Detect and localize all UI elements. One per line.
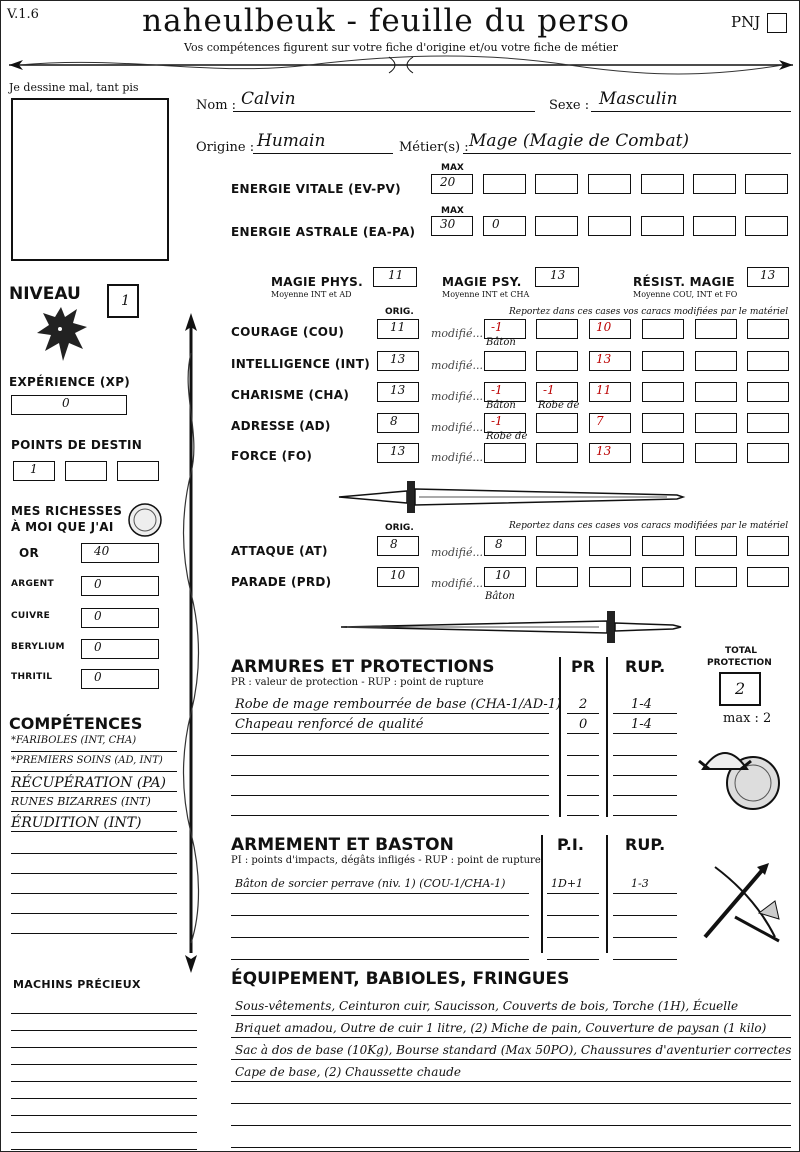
arme-pi-line-2[interactable]: [547, 925, 599, 938]
combat-orig-0[interactable]: [377, 536, 419, 556]
carac-mod-3-5[interactable]: [747, 413, 789, 433]
combat-mod-0-2[interactable]: [589, 536, 631, 556]
sword-illustration-2: [337, 607, 687, 647]
ea_values-box-6[interactable]: [745, 216, 788, 236]
arme-pi-0: 1D+1: [551, 877, 584, 890]
ea_values-box-2[interactable]: [535, 216, 578, 236]
combat-orig-1[interactable]: [377, 567, 419, 587]
sexe-value: Masculin: [599, 89, 678, 109]
carac-mod-0-3[interactable]: [642, 319, 684, 339]
ev_values-box-4[interactable]: [641, 174, 684, 194]
carac-mod-2-2[interactable]: [589, 382, 631, 402]
magie-phys-sub: Moyenne INT et AD: [271, 290, 352, 299]
carac-mod-2-0-value: -1: [491, 383, 503, 397]
sword-illustration: [337, 477, 687, 517]
armures-col-pr: PR: [571, 657, 596, 676]
ev_values-box-3[interactable]: [588, 174, 631, 194]
arme-name-0: Bâton de sorcier perrave (niv. 1) (COU-1/CHA-1): [235, 877, 506, 890]
carac-mod-3-3[interactable]: [642, 413, 684, 433]
richesse-box-1-value: 0: [94, 577, 102, 591]
carac-modifie-2: modifié...: [431, 390, 483, 403]
ev_values-box-5[interactable]: [693, 174, 736, 194]
sexe-label: Sexe :: [549, 98, 590, 113]
arme-pi-line-3[interactable]: [547, 947, 599, 960]
ea_values-box-1[interactable]: [483, 216, 526, 236]
carac-modifie-1: modifié...: [431, 359, 483, 372]
carac-mod-0-1[interactable]: [536, 319, 578, 339]
richesse-box-0[interactable]: [81, 543, 159, 563]
arme-name-line-2[interactable]: [231, 925, 529, 938]
ev_values-box-1[interactable]: [483, 174, 526, 194]
equipement-text-1: Briquet amadou, Outre de cuir 1 litre, (2) Miche de pain, Couverture de paysan (1 kilo): [235, 1021, 767, 1035]
ev-label: ENERGIE VITALE (EV-PV): [231, 182, 401, 196]
magie-psy-box[interactable]: [535, 267, 579, 287]
carac-orig-1-value: 13: [390, 352, 406, 366]
richesse-label-4: THRITIL: [11, 672, 53, 682]
richesses-label-1: MES RICHESSES: [11, 504, 123, 518]
armure-pr-line-4[interactable]: [567, 783, 599, 796]
combat-note: Reportez dans ces cases vos caracs modifiées par le matériel: [509, 521, 789, 531]
xp-value: 0: [62, 396, 70, 410]
destin-box-2[interactable]: [117, 461, 159, 481]
combat-mod-0-3[interactable]: [642, 536, 684, 556]
combat-modifie-1: modifié...: [431, 577, 483, 590]
combat-orig-1-value: 10: [390, 568, 406, 582]
competence-line-9[interactable]: [11, 921, 177, 934]
richesse-label-1: ARGENT: [11, 579, 54, 589]
competences-label: COMPÉTENCES: [9, 714, 143, 733]
combat-mod-1-5[interactable]: [747, 567, 789, 587]
armures-divider-2: [606, 657, 608, 817]
destin-box-0-value: 1: [30, 462, 38, 476]
subtitle: Vos compétences figurent sur votre fiche d'origine et/ou votre fiche de métier: [184, 41, 618, 54]
armures-divider-1: [559, 657, 561, 817]
carac-orig-3-value: 8: [390, 414, 398, 428]
carac-note-0-0: Bâton: [486, 337, 516, 348]
pnj-label: PNJ: [731, 13, 761, 31]
carac-modifie-4: modifié...: [431, 451, 483, 464]
carac-orig-0[interactable]: [377, 319, 419, 339]
combat-mod-1-4[interactable]: [695, 567, 737, 587]
armure-pr-0: 2: [579, 697, 588, 712]
armure-pr-line-5[interactable]: [567, 803, 599, 816]
richesse-box-4[interactable]: [81, 669, 159, 689]
niveau-value: 1: [121, 293, 130, 309]
metier-value: Mage (Magie de Combat): [469, 131, 690, 151]
armure-pr-1: 0: [579, 717, 588, 732]
magie-phys-box[interactable]: [373, 267, 417, 287]
carac-mod-0-0[interactable]: [484, 319, 526, 339]
carac-mod-3-4[interactable]: [695, 413, 737, 433]
carac-mod-3-0[interactable]: [484, 413, 526, 433]
carac-mod-1-0[interactable]: [484, 351, 526, 371]
destin-label: POINTS DE DESTIN: [11, 438, 143, 452]
armure-rup-line-3[interactable]: [613, 763, 677, 776]
armure-name-0: Robe de mage rembourrée de base (CHA-1/AD-1): [235, 697, 562, 712]
competence-text-1: *PREMIERS SOINS (AD, INT): [11, 755, 163, 766]
combat-mod-1-2[interactable]: [589, 567, 631, 587]
destin-box-1[interactable]: [65, 461, 107, 481]
magie-psy-sub: Moyenne INT et CHA: [442, 290, 530, 299]
carac-label-4: FORCE (FO): [231, 449, 313, 463]
carac-mod-1-5[interactable]: [747, 351, 789, 371]
carac-mod-2-1[interactable]: [536, 382, 578, 402]
ea-label: ENERGIE ASTRALE (EA-PA): [231, 225, 416, 239]
carac-mod-2-4[interactable]: [695, 382, 737, 402]
armement-divider-2: [606, 835, 608, 953]
destin-box-0[interactable]: [13, 461, 55, 481]
carac-mod-3-2[interactable]: [589, 413, 631, 433]
carac-mod-0-5[interactable]: [747, 319, 789, 339]
carac-mod-4-3[interactable]: [642, 443, 684, 463]
armement-divider-1: [541, 835, 543, 953]
carac-mod-4-2-value: 13: [596, 444, 612, 458]
niveau-label: NIVEAU: [9, 284, 81, 304]
resist-magie-label: RÉSIST. MAGIE: [633, 275, 735, 289]
version-label: V.1.6: [7, 7, 39, 22]
armures-col-rup: RUP.: [625, 657, 666, 676]
pnj-checkbox[interactable]: [767, 13, 787, 33]
portrait-caption: Je dessine mal, tant pis: [9, 81, 139, 94]
machin-line-8[interactable]: [11, 1139, 197, 1150]
richesse-box-2-value: 0: [94, 609, 102, 623]
carac-mod-2-0[interactable]: [484, 382, 526, 402]
combat-modifie-0: modifié...: [431, 546, 483, 559]
carac-mod-3-0-value: -1: [491, 414, 503, 428]
staff-illustration: [179, 313, 203, 973]
equipement-line-6[interactable]: [231, 1135, 791, 1148]
arme-name-line-3[interactable]: [231, 947, 529, 960]
richesse-label-2: CUIVRE: [11, 611, 51, 621]
carac-mod-1-3[interactable]: [642, 351, 684, 371]
combat-mod-1-1[interactable]: [536, 567, 578, 587]
competence-text-4: ÉRUDITION (INT): [11, 815, 142, 831]
resist-magie-value: 13: [760, 268, 776, 282]
combat-note-1: Bâton: [485, 591, 515, 602]
combat-orig-0-value: 8: [390, 537, 398, 551]
ea_values-box-3[interactable]: [588, 216, 631, 236]
arme-rup-line-1[interactable]: [613, 903, 677, 916]
origine-value: Humain: [257, 131, 326, 151]
helmet-shield-icon: [695, 729, 785, 819]
carac-mod-2-5[interactable]: [747, 382, 789, 402]
caracs-note: Reportez dans ces cases vos caracs modifiées par le matériel: [509, 307, 789, 317]
armure-pr-line-2[interactable]: [567, 743, 599, 756]
ea_values-box-0-value: 30: [440, 217, 456, 231]
dragon-icon: [33, 303, 89, 365]
carac-modifie-3: modifié...: [431, 421, 483, 434]
carac-label-0: COURAGE (COU): [231, 325, 345, 339]
carac-orig-4[interactable]: [377, 443, 419, 463]
machin-line-0[interactable]: [11, 1003, 197, 1014]
armement-col-pi: P.I.: [557, 835, 584, 854]
richesse-box-2[interactable]: [81, 608, 159, 628]
armure-rup-line-2[interactable]: [613, 743, 677, 756]
carac-mod-2-3[interactable]: [642, 382, 684, 402]
combat-mod-0-0[interactable]: [484, 536, 526, 556]
combat-mod-0-1[interactable]: [536, 536, 578, 556]
carac-mod-0-2-value: 10: [596, 320, 612, 334]
arme-rup-0: 1-3: [631, 877, 649, 890]
carac-label-3: ADRESSE (AD): [231, 419, 331, 433]
combat-label-0: ATTAQUE (AT): [231, 544, 328, 558]
nom-value: Calvin: [241, 89, 296, 109]
machin-line-5[interactable]: [11, 1088, 197, 1099]
machin-line-1[interactable]: [11, 1020, 197, 1031]
total-protection-value: 2: [735, 679, 746, 698]
xp-box[interactable]: [11, 395, 127, 415]
magie-phys-label: MAGIE PHYS.: [271, 275, 363, 289]
total-protection-max: max : 2: [723, 711, 772, 726]
arme-name-line-1[interactable]: [231, 903, 529, 916]
niveau-box[interactable]: [107, 284, 139, 318]
page-title: naheulbeuk - feuille du perso: [142, 3, 630, 39]
carac-mod-0-0-value: -1: [491, 320, 503, 334]
arme-rup-line-2[interactable]: [613, 925, 677, 938]
armure-name-1: Chapeau renforcé de qualité: [235, 717, 424, 732]
arme-pi-line-1[interactable]: [547, 903, 599, 916]
resist-magie-sub: Moyenne COU, INT et FO: [633, 290, 738, 299]
combat-label-1: PARADE (PRD): [231, 575, 332, 589]
machins-label: MACHINS PRÉCIEUX: [13, 978, 141, 991]
equipement-text-0: Sous-vêtements, Ceinturon cuir, Saucisson, Couverts de bois, Torche (1H), Écuelle: [235, 999, 739, 1013]
armement-sub: PI : points d'impacts, dégâts infligés - RUP : point de rupture: [231, 855, 541, 866]
machin-line-7[interactable]: [11, 1122, 197, 1133]
carac-mod-1-2[interactable]: [589, 351, 631, 371]
equipement-label: ÉQUIPEMENT, BABIOLES, FRINGUES: [231, 969, 570, 989]
carac-mod-4-5[interactable]: [747, 443, 789, 463]
ea_values-box-4[interactable]: [641, 216, 684, 236]
machin-line-2[interactable]: [11, 1037, 197, 1048]
richesse-box-3[interactable]: [81, 639, 159, 659]
ea_values-box-5[interactable]: [693, 216, 736, 236]
total-protection-label-2: PROTECTION: [707, 658, 772, 668]
carac-mod-1-4[interactable]: [695, 351, 737, 371]
carac-orig-4-value: 13: [390, 444, 406, 458]
ev_values-box-0-value: 20: [440, 175, 456, 189]
resist-magie-box[interactable]: [747, 267, 789, 287]
origine-label: Origine :: [196, 140, 255, 155]
carac-mod-3-1[interactable]: [536, 413, 578, 433]
competence-text-2: RÉCUPÉRATION (PA): [11, 775, 167, 791]
carac-note-2-0: Bâton: [486, 400, 516, 411]
combat-mod-1-0-value: 10: [495, 568, 511, 582]
carac-modifie-0: modifié...: [431, 327, 483, 340]
ev_values-box-6[interactable]: [745, 174, 788, 194]
carac-mod-2-1-value: -1: [543, 383, 555, 397]
ea-max-label: MAX: [441, 206, 464, 216]
carac-orig-1[interactable]: [377, 351, 419, 371]
carac-label-1: INTELLIGENCE (INT): [231, 357, 370, 371]
magie-phys-value: 11: [388, 268, 404, 282]
machin-line-6[interactable]: [11, 1105, 197, 1116]
richesse-label-0: OR: [19, 546, 40, 560]
carac-mod-3-2-value: 7: [596, 414, 604, 428]
ea_values-box-1-value: 0: [492, 217, 500, 231]
carac-orig-0-value: 11: [390, 320, 406, 334]
competence-line-5[interactable]: [11, 841, 177, 854]
arme-rup-line-3[interactable]: [613, 947, 677, 960]
metier-label: Métier(s) :: [399, 140, 469, 155]
carac-mod-4-0[interactable]: [484, 443, 526, 463]
combat-mod-0-4[interactable]: [695, 536, 737, 556]
carac-note-2-1: Robe de: [538, 400, 580, 411]
carac-mod-0-4[interactable]: [695, 319, 737, 339]
carac-mod-4-1[interactable]: [536, 443, 578, 463]
ornament-divider: [9, 53, 793, 79]
carac-orig-3[interactable]: [377, 413, 419, 433]
armure-name-line-2[interactable]: [231, 743, 549, 756]
armures-sub: PR : valeur de protection - RUP : point de rupture: [231, 677, 484, 688]
richesse-box-3-value: 0: [94, 640, 102, 654]
carac-orig-2-value: 13: [390, 383, 406, 397]
carac-mod-0-2[interactable]: [589, 319, 631, 339]
ev_values-box-0[interactable]: [431, 174, 473, 194]
weapons-icon: [695, 857, 787, 943]
ev-max-label: MAX: [441, 163, 464, 173]
armure-name-line-4[interactable]: [231, 783, 549, 796]
magie-psy-label: MAGIE PSY.: [442, 275, 522, 289]
combat-orig-label: ORIG.: [385, 523, 414, 533]
carac-mod-4-2[interactable]: [589, 443, 631, 463]
machin-line-4[interactable]: [11, 1071, 197, 1082]
combat-mod-1-3[interactable]: [642, 567, 684, 587]
richesse-box-1[interactable]: [81, 576, 159, 596]
carac-label-2: CHARISME (CHA): [231, 388, 350, 402]
armure-rup-1: 1-4: [631, 717, 652, 732]
combat-mod-0-5[interactable]: [747, 536, 789, 556]
carac-mod-2-2-value: 11: [596, 383, 612, 397]
armement-col-rup: RUP.: [625, 835, 666, 854]
armure-name-line-5[interactable]: [231, 803, 549, 816]
coin-icon: [125, 501, 165, 539]
carac-mod-1-2-value: 13: [596, 352, 612, 366]
equipement-text-2: Sac à dos de base (10Kg), Bourse standard (Max 50PO), Chaussures d'aventurier correctes: [235, 1043, 792, 1057]
xp-label: EXPÉRIENCE (XP): [9, 375, 131, 389]
combat-mod-0-0-value: 8: [495, 537, 503, 551]
richesse-box-4-value: 0: [94, 670, 102, 684]
portrait-box[interactable]: [11, 98, 169, 261]
total-protection-label-1: TOTAL: [725, 646, 757, 656]
carac-orig-2[interactable]: [377, 382, 419, 402]
ea_values-box-0[interactable]: [431, 216, 473, 236]
carac-mod-1-1[interactable]: [536, 351, 578, 371]
competence-line-7[interactable]: [11, 881, 177, 894]
magie-psy-value: 13: [550, 268, 566, 282]
armure-rup-0: 1-4: [631, 697, 652, 712]
competence-text-3: RUNES BIZARRES (INT): [11, 795, 151, 808]
carac-note-3-0: Robe de: [486, 431, 528, 442]
richesses-label-2: À MOI QUE J'AI: [11, 520, 114, 534]
nom-label: Nom :: [196, 98, 237, 113]
armures-label: ARMURES ET PROTECTIONS: [231, 657, 495, 677]
richesse-label-3: BERYLIUM: [11, 642, 65, 652]
ev_values-box-2[interactable]: [535, 174, 578, 194]
richesse-box-0-value: 40: [94, 544, 110, 558]
armure-rup-line-5[interactable]: [613, 803, 677, 816]
armure-pr-line-3[interactable]: [567, 763, 599, 776]
competence-line-8[interactable]: [11, 901, 177, 914]
caracs-orig-label: ORIG.: [385, 307, 414, 317]
equipement-line-4[interactable]: [231, 1091, 791, 1104]
carac-mod-4-4[interactable]: [695, 443, 737, 463]
armement-label: ARMEMENT ET BASTON: [231, 835, 454, 855]
combat-mod-1-0[interactable]: [484, 567, 526, 587]
machin-line-3[interactable]: [11, 1054, 197, 1065]
competence-text-0: *FARIBOLES (INT, CHA): [11, 735, 137, 746]
equipement-text-3: Cape de base, (2) Chaussette chaude: [235, 1065, 461, 1079]
total-protection-box[interactable]: [719, 672, 761, 706]
competence-line-6[interactable]: [11, 861, 177, 874]
equipement-line-5[interactable]: [231, 1113, 791, 1126]
armure-rup-line-4[interactable]: [613, 783, 677, 796]
armure-name-line-3[interactable]: [231, 763, 549, 776]
